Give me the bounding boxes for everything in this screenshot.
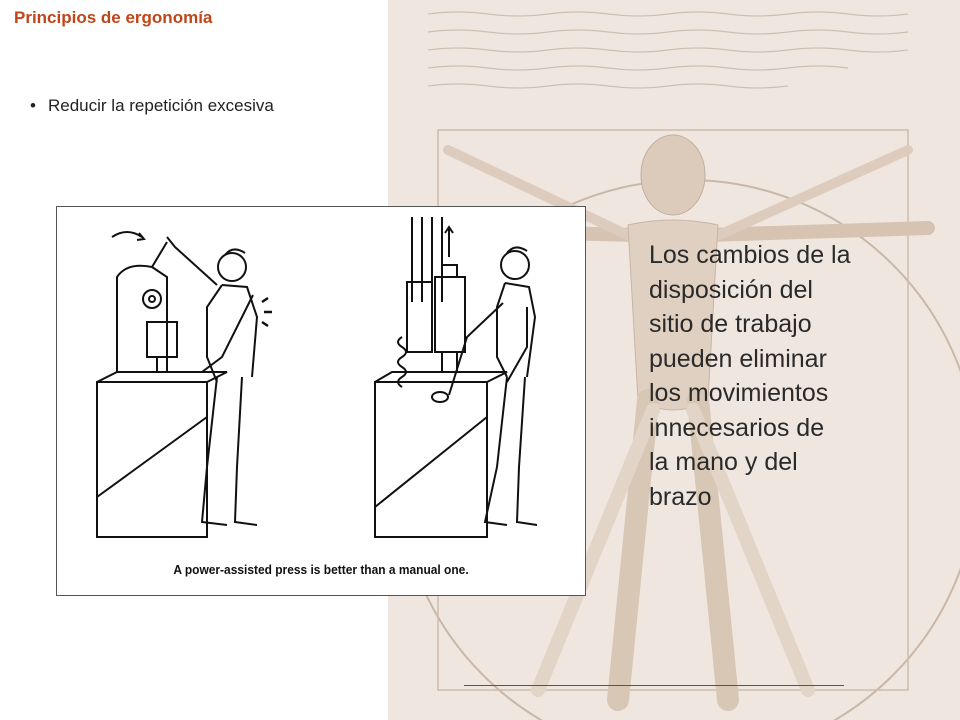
body-text-line: innecesarios de	[649, 413, 825, 442]
slide-title: Principios de ergonomía	[14, 8, 213, 27]
body-text-line: brazo	[649, 482, 712, 511]
bullet-text: Reducir la repetición excesiva	[48, 96, 274, 115]
bullet-dot-icon: •	[30, 96, 36, 115]
body-text-line: los movimientos	[649, 379, 829, 407]
bullet-item	[30, 96, 274, 116]
press-comparison-image	[57, 207, 585, 552]
body-text-line: disposición del	[649, 275, 813, 304]
footer-divider	[464, 685, 844, 686]
body-text	[649, 238, 889, 514]
body-text-line: la mano y del	[649, 448, 798, 476]
ergonomics-illustration	[56, 206, 586, 596]
figure-caption: A power-assisted press is better than a manual one.	[173, 562, 469, 577]
body-text-line: pueden eliminar	[649, 344, 827, 373]
body-text-line: Los cambios de la	[649, 241, 851, 269]
body-text-line: sitio de trabajo	[649, 310, 812, 338]
